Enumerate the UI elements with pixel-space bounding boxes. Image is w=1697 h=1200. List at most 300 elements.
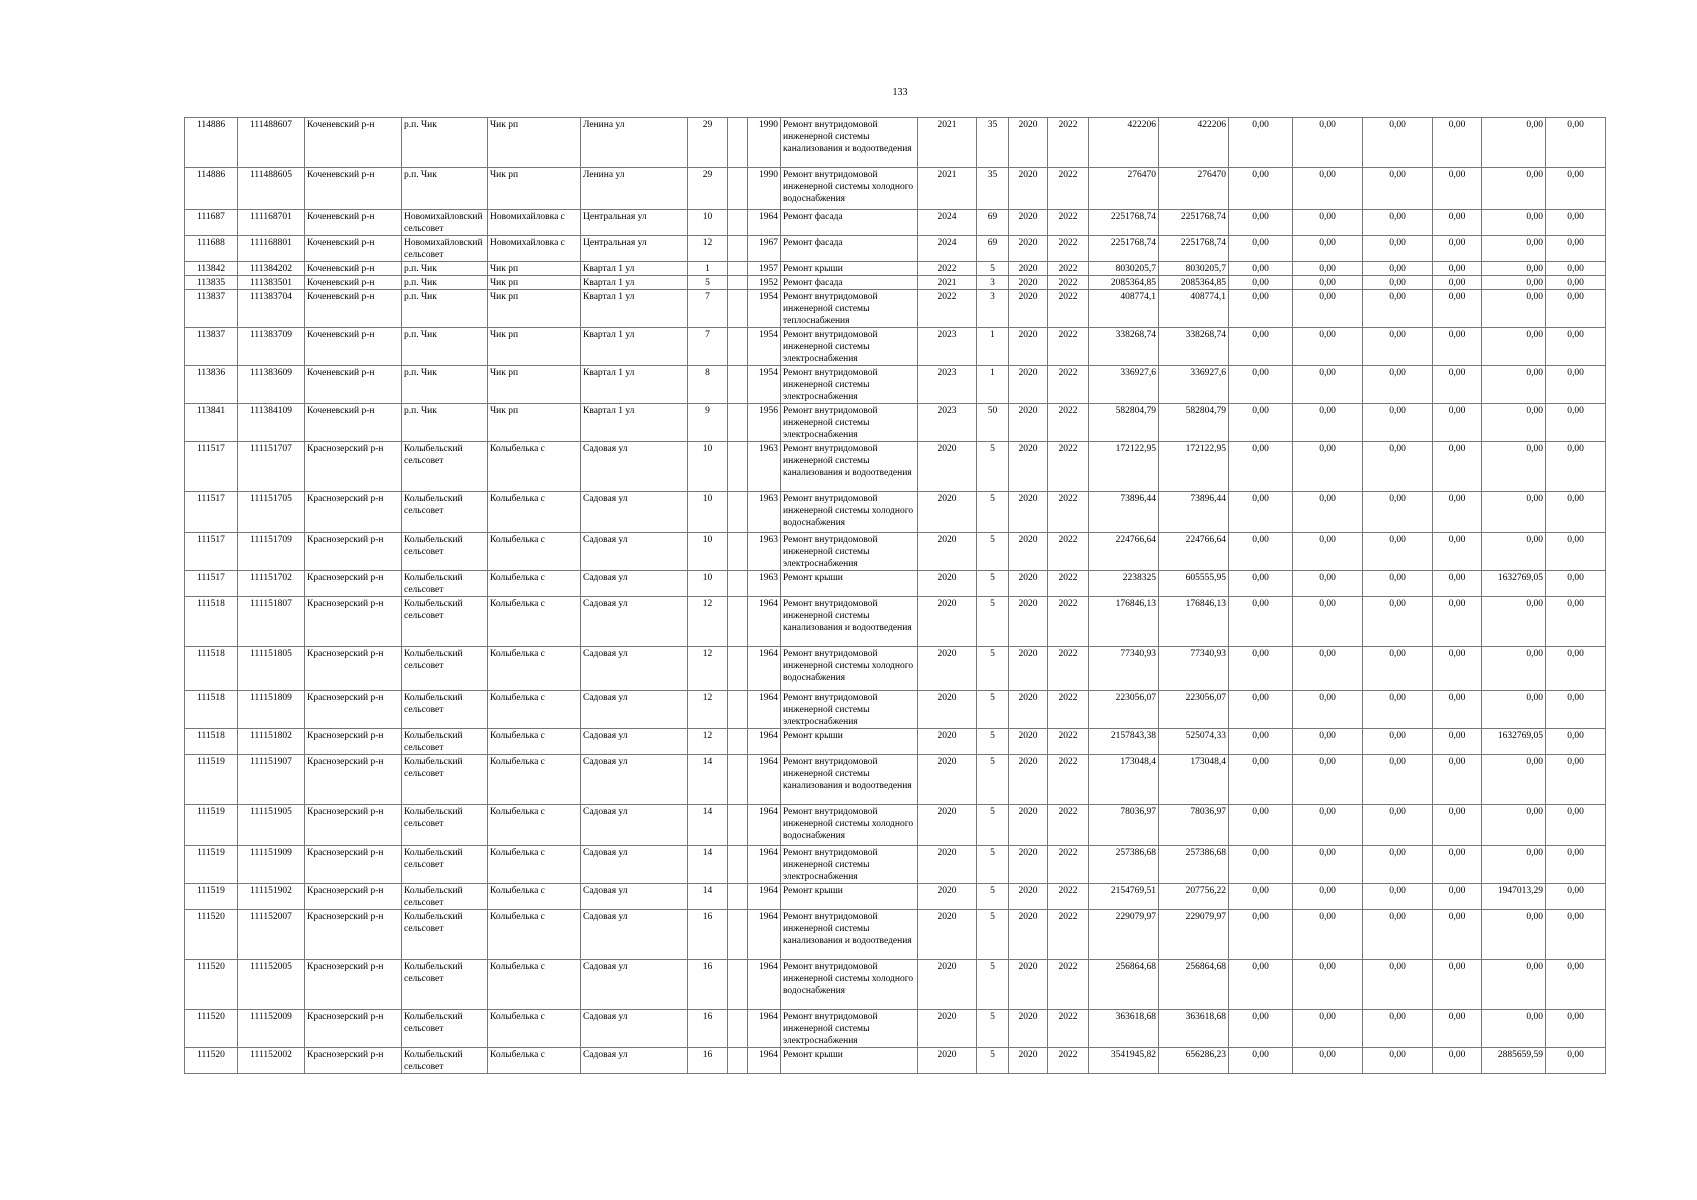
table-row [185,1048,1606,1074]
district-cell: Краснозерский р-н [305,1010,402,1048]
house-id-cell: 111517 [185,442,238,492]
house-id-cell: 111520 [185,1048,238,1074]
cost-cell-7: 0,00 [1482,366,1546,404]
table-row [185,571,1606,597]
building-cell [728,846,748,884]
cost-cell-6: 0,00 [1433,210,1482,236]
built-year-cell: 1956 [748,404,781,442]
total-cost-cell: 582804,79 [1089,404,1159,442]
table-row [185,236,1606,262]
cost-cell-3: 0,00 [1229,729,1293,755]
cost-cell-3: 0,00 [1229,492,1293,533]
municipality-cell: р.п. Чик [402,366,488,404]
table-row [185,290,1606,328]
fund-cost-cell: 336927,6 [1159,366,1229,404]
period-end-cell: 2022 [1048,571,1089,597]
building-cell [728,276,748,290]
cost-cell-8: 0,00 [1546,276,1606,290]
period-end-cell: 2022 [1048,846,1089,884]
period-end-cell: 2022 [1048,262,1089,276]
cost-cell-6: 0,00 [1433,168,1482,210]
municipality-cell: Колыбельский сельсовет [402,597,488,647]
locality-cell: Новомихайловка с [488,210,581,236]
period-end-cell: 2022 [1048,276,1089,290]
period-start-cell: 2020 [1009,533,1048,571]
house-id-cell: 113835 [185,276,238,290]
cost-cell-4: 0,00 [1293,805,1363,846]
building-cell [728,492,748,533]
work-id-cell: 111384109 [238,404,305,442]
table-row [185,328,1606,366]
cost-cell-4: 0,00 [1293,1010,1363,1048]
house-id-cell: 113842 [185,262,238,276]
fund-cost-cell: 656286,23 [1159,1048,1229,1074]
wear-cell: 5 [977,755,1009,805]
period-start-cell: 2020 [1009,276,1048,290]
work-type-cell: Ремонт внутридомовой инженерной системы холодного водоснабжения [781,647,918,691]
cost-cell-7: 2885659,59 [1482,1048,1546,1074]
municipality-cell: р.п. Чик [402,404,488,442]
cost-cell-7: 0,00 [1482,691,1546,729]
street-cell: Ленина ул [581,118,688,168]
house-id-cell: 111520 [185,960,238,1010]
cost-cell-6: 0,00 [1433,647,1482,691]
house-number-cell: 8 [688,366,728,404]
work-id-cell: 111151905 [238,805,305,846]
locality-cell: Колыбелька с [488,729,581,755]
cost-cell-8: 0,00 [1546,571,1606,597]
fund-cost-cell: 525074,33 [1159,729,1229,755]
district-cell: Краснозерский р-н [305,729,402,755]
total-cost-cell: 3541945,82 [1089,1048,1159,1074]
cost-cell-4: 0,00 [1293,1048,1363,1074]
fund-cost-cell: 73896,44 [1159,492,1229,533]
work-type-cell: Ремонт внутридомовой инженерной системы электроснабжения [781,846,918,884]
house-number-cell: 12 [688,729,728,755]
municipality-cell: Колыбельский сельсовет [402,492,488,533]
fund-cost-cell: 207756,22 [1159,884,1229,910]
cost-cell-5: 0,00 [1363,647,1433,691]
plan-year-cell: 2021 [918,276,977,290]
street-cell: Садовая ул [581,597,688,647]
locality-cell: Чик рп [488,290,581,328]
locality-cell: Колыбелька с [488,533,581,571]
cost-cell-6: 0,00 [1433,366,1482,404]
wear-cell: 5 [977,492,1009,533]
work-type-cell: Ремонт внутридомовой инженерной системы холодного водоснабжения [781,960,918,1010]
fund-cost-cell: 582804,79 [1159,404,1229,442]
cost-cell-8: 0,00 [1546,910,1606,960]
district-cell: Краснозерский р-н [305,492,402,533]
building-cell [728,442,748,492]
district-cell: Краснозерский р-н [305,1048,402,1074]
work-id-cell: 111383709 [238,328,305,366]
registry-body [185,118,1606,1074]
cost-cell-6: 0,00 [1433,597,1482,647]
house-id-cell: 111517 [185,571,238,597]
work-id-cell: 111151802 [238,729,305,755]
built-year-cell: 1964 [748,846,781,884]
period-end-cell: 2022 [1048,442,1089,492]
municipality-cell: Новомихайловский сельсовет [402,236,488,262]
cost-cell-5: 0,00 [1363,168,1433,210]
cost-cell-8: 0,00 [1546,647,1606,691]
registry-table [184,117,1606,1074]
total-cost-cell: 338268,74 [1089,328,1159,366]
plan-year-cell: 2020 [918,597,977,647]
wear-cell: 69 [977,236,1009,262]
cost-cell-5: 0,00 [1363,597,1433,647]
cost-cell-7: 0,00 [1482,168,1546,210]
street-cell: Садовая ул [581,571,688,597]
wear-cell: 5 [977,571,1009,597]
work-type-cell: Ремонт внутридомовой инженерной системы электроснабжения [781,1010,918,1048]
plan-year-cell: 2020 [918,960,977,1010]
street-cell: Садовая ул [581,729,688,755]
wear-cell: 5 [977,691,1009,729]
house-number-cell: 16 [688,1010,728,1048]
cost-cell-5: 0,00 [1363,328,1433,366]
built-year-cell: 1990 [748,118,781,168]
locality-cell: Чик рп [488,404,581,442]
work-type-cell: Ремонт крыши [781,262,918,276]
house-id-cell: 111520 [185,910,238,960]
total-cost-cell: 336927,6 [1089,366,1159,404]
municipality-cell: Колыбельский сельсовет [402,805,488,846]
cost-cell-5: 0,00 [1363,884,1433,910]
cost-cell-7: 0,00 [1482,1010,1546,1048]
municipality-cell: Колыбельский сельсовет [402,910,488,960]
cost-cell-7: 0,00 [1482,290,1546,328]
cost-cell-4: 0,00 [1293,492,1363,533]
table-row [185,366,1606,404]
house-id-cell: 113841 [185,404,238,442]
plan-year-cell: 2020 [918,846,977,884]
total-cost-cell: 422206 [1089,118,1159,168]
built-year-cell: 1964 [748,729,781,755]
wear-cell: 5 [977,729,1009,755]
work-type-cell: Ремонт внутридомовой инженерной системы холодного водоснабжения [781,492,918,533]
cost-cell-3: 0,00 [1229,691,1293,729]
cost-cell-5: 0,00 [1363,755,1433,805]
street-cell: Садовая ул [581,647,688,691]
cost-cell-3: 0,00 [1229,210,1293,236]
built-year-cell: 1964 [748,691,781,729]
cost-cell-4: 0,00 [1293,118,1363,168]
total-cost-cell: 2157843,38 [1089,729,1159,755]
period-start-cell: 2020 [1009,571,1048,597]
built-year-cell: 1964 [748,597,781,647]
district-cell: Краснозерский р-н [305,805,402,846]
house-number-cell: 10 [688,210,728,236]
locality-cell: Колыбелька с [488,755,581,805]
cost-cell-3: 0,00 [1229,846,1293,884]
house-id-cell: 111519 [185,755,238,805]
district-cell: Краснозерский р-н [305,755,402,805]
work-type-cell: Ремонт внутридомовой инженерной системы электроснабжения [781,533,918,571]
district-cell: Коченевский р-н [305,290,402,328]
plan-year-cell: 2022 [918,262,977,276]
period-start-cell: 2020 [1009,290,1048,328]
cost-cell-6: 0,00 [1433,262,1482,276]
table-row [185,884,1606,910]
period-start-cell: 2020 [1009,805,1048,846]
building-cell [728,960,748,1010]
cost-cell-8: 0,00 [1546,805,1606,846]
street-cell: Садовая ул [581,691,688,729]
building-cell [728,118,748,168]
cost-cell-6: 0,00 [1433,442,1482,492]
cost-cell-3: 0,00 [1229,442,1293,492]
fund-cost-cell: 77340,93 [1159,647,1229,691]
house-id-cell: 111520 [185,1010,238,1048]
built-year-cell: 1964 [748,1010,781,1048]
wear-cell: 5 [977,1048,1009,1074]
work-id-cell: 111151907 [238,755,305,805]
locality-cell: Колыбелька с [488,960,581,1010]
building-cell [728,366,748,404]
house-number-cell: 14 [688,846,728,884]
built-year-cell: 1964 [748,910,781,960]
building-cell [728,290,748,328]
built-year-cell: 1963 [748,442,781,492]
work-id-cell: 111383501 [238,276,305,290]
cost-cell-8: 0,00 [1546,236,1606,262]
plan-year-cell: 2020 [918,1048,977,1074]
period-start-cell: 2020 [1009,328,1048,366]
period-start-cell: 2020 [1009,236,1048,262]
locality-cell: Чик рп [488,262,581,276]
period-end-cell: 2022 [1048,168,1089,210]
plan-year-cell: 2020 [918,647,977,691]
work-id-cell: 111151707 [238,442,305,492]
built-year-cell: 1964 [748,884,781,910]
building-cell [728,1010,748,1048]
cost-cell-6: 0,00 [1433,118,1482,168]
cost-cell-8: 0,00 [1546,118,1606,168]
plan-year-cell: 2020 [918,1010,977,1048]
municipality-cell: Колыбельский сельсовет [402,691,488,729]
cost-cell-4: 0,00 [1293,571,1363,597]
cost-cell-8: 0,00 [1546,404,1606,442]
plan-year-cell: 2020 [918,571,977,597]
cost-cell-8: 0,00 [1546,1010,1606,1048]
cost-cell-4: 0,00 [1293,328,1363,366]
street-cell: Центральная ул [581,236,688,262]
cost-cell-6: 0,00 [1433,910,1482,960]
fund-cost-cell: 605555,95 [1159,571,1229,597]
house-number-cell: 7 [688,290,728,328]
cost-cell-5: 0,00 [1363,290,1433,328]
building-cell [728,729,748,755]
work-type-cell: Ремонт крыши [781,1048,918,1074]
cost-cell-8: 0,00 [1546,492,1606,533]
building-cell [728,168,748,210]
cost-cell-6: 0,00 [1433,1010,1482,1048]
street-cell: Садовая ул [581,1048,688,1074]
municipality-cell: р.п. Чик [402,276,488,290]
plan-year-cell: 2020 [918,755,977,805]
total-cost-cell: 8030205,7 [1089,262,1159,276]
district-cell: Коченевский р-н [305,328,402,366]
table-row [185,647,1606,691]
cost-cell-3: 0,00 [1229,1010,1293,1048]
period-start-cell: 2020 [1009,910,1048,960]
period-start-cell: 2020 [1009,691,1048,729]
period-end-cell: 2022 [1048,210,1089,236]
cost-cell-7: 1632769,05 [1482,571,1546,597]
plan-year-cell: 2023 [918,328,977,366]
cost-cell-4: 0,00 [1293,290,1363,328]
period-end-cell: 2022 [1048,1048,1089,1074]
cost-cell-3: 0,00 [1229,755,1293,805]
house-id-cell: 111518 [185,597,238,647]
house-number-cell: 14 [688,805,728,846]
cost-cell-7: 1632769,05 [1482,729,1546,755]
work-id-cell: 111383609 [238,366,305,404]
plan-year-cell: 2023 [918,404,977,442]
period-end-cell: 2022 [1048,290,1089,328]
period-start-cell: 2020 [1009,647,1048,691]
cost-cell-4: 0,00 [1293,404,1363,442]
total-cost-cell: 408774,1 [1089,290,1159,328]
total-cost-cell: 2238325 [1089,571,1159,597]
district-cell: Краснозерский р-н [305,533,402,571]
wear-cell: 3 [977,276,1009,290]
fund-cost-cell: 2251768,74 [1159,236,1229,262]
street-cell: Квартал 1 ул [581,262,688,276]
municipality-cell: Колыбельский сельсовет [402,647,488,691]
cost-cell-5: 0,00 [1363,236,1433,262]
cost-cell-7: 0,00 [1482,328,1546,366]
municipality-cell: р.п. Чик [402,262,488,276]
plan-year-cell: 2024 [918,236,977,262]
cost-cell-4: 0,00 [1293,533,1363,571]
built-year-cell: 1954 [748,366,781,404]
wear-cell: 5 [977,884,1009,910]
cost-cell-7: 0,00 [1482,118,1546,168]
plan-year-cell: 2021 [918,118,977,168]
total-cost-cell: 2251768,74 [1089,236,1159,262]
cost-cell-8: 0,00 [1546,691,1606,729]
cost-cell-4: 0,00 [1293,647,1363,691]
street-cell: Ленина ул [581,168,688,210]
work-type-cell: Ремонт внутридомовой инженерной системы канализования и водоотведения [781,597,918,647]
cost-cell-5: 0,00 [1363,533,1433,571]
cost-cell-6: 0,00 [1433,729,1482,755]
locality-cell: Чик рп [488,168,581,210]
locality-cell: Чик рп [488,328,581,366]
cost-cell-5: 0,00 [1363,571,1433,597]
locality-cell: Колыбелька с [488,1010,581,1048]
cost-cell-4: 0,00 [1293,236,1363,262]
building-cell [728,210,748,236]
municipality-cell: р.п. Чик [402,328,488,366]
locality-cell: Чик рп [488,366,581,404]
work-id-cell: 111383704 [238,290,305,328]
house-number-cell: 10 [688,571,728,597]
district-cell: Коченевский р-н [305,404,402,442]
cost-cell-3: 0,00 [1229,290,1293,328]
period-start-cell: 2020 [1009,404,1048,442]
house-number-cell: 16 [688,1048,728,1074]
cost-cell-8: 0,00 [1546,1048,1606,1074]
street-cell: Садовая ул [581,1010,688,1048]
municipality-cell: р.п. Чик [402,290,488,328]
locality-cell: Чик рп [488,276,581,290]
locality-cell: Колыбелька с [488,846,581,884]
fund-cost-cell: 229079,97 [1159,910,1229,960]
total-cost-cell: 2085364,85 [1089,276,1159,290]
built-year-cell: 1964 [748,805,781,846]
built-year-cell: 1963 [748,492,781,533]
wear-cell: 3 [977,290,1009,328]
period-start-cell: 2020 [1009,884,1048,910]
district-cell: Краснозерский р-н [305,910,402,960]
period-end-cell: 2022 [1048,597,1089,647]
work-type-cell: Ремонт внутридомовой инженерной системы электроснабжения [781,691,918,729]
total-cost-cell: 173048,4 [1089,755,1159,805]
plan-year-cell: 2020 [918,691,977,729]
locality-cell: Колыбелька с [488,1048,581,1074]
period-start-cell: 2020 [1009,262,1048,276]
cost-cell-7: 0,00 [1482,647,1546,691]
work-type-cell: Ремонт фасада [781,276,918,290]
wear-cell: 5 [977,647,1009,691]
table-row [185,210,1606,236]
house-number-cell: 29 [688,118,728,168]
house-number-cell: 16 [688,960,728,1010]
work-type-cell: Ремонт внутридомовой инженерной системы канализования и водоотведения [781,442,918,492]
total-cost-cell: 78036,97 [1089,805,1159,846]
cost-cell-4: 0,00 [1293,960,1363,1010]
street-cell: Квартал 1 ул [581,366,688,404]
cost-cell-8: 0,00 [1546,168,1606,210]
wear-cell: 1 [977,366,1009,404]
cost-cell-8: 0,00 [1546,442,1606,492]
district-cell: Краснозерский р-н [305,960,402,1010]
total-cost-cell: 2251768,74 [1089,210,1159,236]
house-id-cell: 111518 [185,691,238,729]
period-end-cell: 2022 [1048,328,1089,366]
period-end-cell: 2022 [1048,960,1089,1010]
cost-cell-7: 0,00 [1482,910,1546,960]
municipality-cell: Колыбельский сельсовет [402,729,488,755]
house-id-cell: 114886 [185,168,238,210]
built-year-cell: 1954 [748,328,781,366]
fund-cost-cell: 363618,68 [1159,1010,1229,1048]
district-cell: Краснозерский р-н [305,442,402,492]
wear-cell: 5 [977,910,1009,960]
cost-cell-3: 0,00 [1229,328,1293,366]
period-start-cell: 2020 [1009,210,1048,236]
period-start-cell: 2020 [1009,366,1048,404]
cost-cell-3: 0,00 [1229,262,1293,276]
house-id-cell: 111518 [185,729,238,755]
street-cell: Квартал 1 ул [581,404,688,442]
house-number-cell: 10 [688,492,728,533]
cost-cell-5: 0,00 [1363,118,1433,168]
period-end-cell: 2022 [1048,805,1089,846]
cost-cell-5: 0,00 [1363,846,1433,884]
district-cell: Коченевский р-н [305,168,402,210]
fund-cost-cell: 256864,68 [1159,960,1229,1010]
municipality-cell: Колыбельский сельсовет [402,1010,488,1048]
building-cell [728,404,748,442]
cost-cell-5: 0,00 [1363,805,1433,846]
house-number-cell: 14 [688,755,728,805]
cost-cell-3: 0,00 [1229,404,1293,442]
